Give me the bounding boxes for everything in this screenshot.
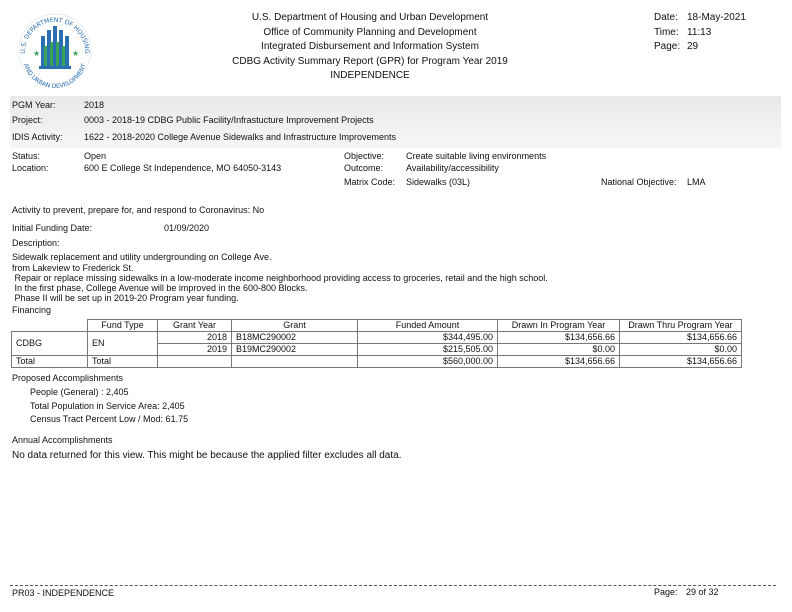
grant-year-cell: 2019 [158, 344, 232, 356]
grant-cell: B18MC290002 [232, 332, 358, 344]
description-line: In the first phase, College Avenue will be improved in the 600-800 Blocks. [12, 283, 308, 293]
fund-type-cell: EN [88, 332, 158, 356]
footer-report-id: PR03 - INDEPENDENCE [12, 588, 115, 598]
matrix-code-value: Sidewalks (03L) [406, 177, 471, 187]
column-header: Grant Year [158, 320, 232, 332]
empty-cell [158, 356, 232, 368]
time-label: Time: [654, 27, 679, 38]
column-header: Grant [232, 320, 358, 332]
status-label: Status: [12, 151, 41, 161]
header-line-office: Office of Community Planning and Development [263, 27, 477, 38]
total-funded-cell: $560,000.00 [358, 356, 498, 368]
annual-accomplishments-label: Annual Accomplishments [12, 435, 113, 445]
grantee-name: INDEPENDENCE [330, 70, 410, 81]
column-header: Fund Type [88, 320, 158, 332]
total-row [12, 356, 742, 368]
no-data-message: No data returned for this view. This might be because the applied filter excludes all data. [12, 450, 402, 461]
financing-table [11, 319, 742, 368]
page-value: 29 [687, 41, 699, 52]
header-line-system: Integrated Disbursement and Information System [261, 41, 479, 52]
footer-divider [10, 585, 776, 586]
financing-header-row [12, 320, 742, 332]
svg-text:U.S. DEPARTMENT OF HOUSING: U.S. DEPARTMENT OF HOUSING [19, 16, 91, 54]
report-title: CDBG Activity Summary Report (GPR) for Program Year 2019 [232, 56, 508, 67]
idis-activity-label: IDIS Activity: [12, 132, 63, 142]
total-fund-type-cell: Total [88, 356, 158, 368]
proposed-item: Census Tract Percent Low / Mod: 61.75 [30, 414, 189, 424]
date-value: 18-May-2021 [687, 12, 746, 23]
description-line: Repair or replace missing sidewalks in a low-moderate income neighborhood providing access to groceries, retail and the high school. [12, 273, 548, 283]
idis-activity-value: 1622 - 2018-2020 College Avenue Sidewalks and Infrastructure Improvements [84, 132, 397, 142]
program-cell: CDBG [12, 332, 88, 356]
funded-amount-cell: $215,505.00 [358, 344, 498, 356]
outcome-value: Availability/accessibility [406, 163, 499, 173]
project-value: 0003 - 2018-19 CDBG Public Facility/Infrastucture Improvement Projects [84, 115, 374, 125]
grant-year-cell: 2018 [158, 332, 232, 344]
column-header: Drawn In Program Year [498, 320, 620, 332]
svg-text:AND URBAN DEVELOPMENT: AND URBAN DEVELOPMENT [22, 62, 88, 88]
description-line: Phase II will be set up in 2019-20 Program year funding. [12, 293, 239, 303]
location-value: 600 E College St Independence, MO 64050-3143 [84, 163, 282, 173]
drawn-thru-cell: $0.00 [620, 344, 742, 356]
project-label: Project: [12, 115, 43, 125]
grant-cell: B19MC290002 [232, 344, 358, 356]
pgm-year-label: PGM Year: [12, 100, 56, 110]
coronavirus-statement: Activity to prevent, prepare for, and respond to Coronavirus: No [12, 205, 265, 215]
pgm-year-value: 2018 [84, 100, 105, 110]
proposed-item: Total Population in Service Area: 2,405 [30, 401, 185, 411]
svg-text:★: ★ [72, 49, 80, 58]
total-drawn-thru-cell: $134,656.66 [620, 356, 742, 368]
header-line-agency: U.S. Department of Housing and Urban Development [251, 12, 489, 23]
matrix-code-label: Matrix Code: [344, 177, 396, 187]
column-header: Funded Amount [358, 320, 498, 332]
description-label: Description: [12, 238, 60, 248]
empty-cell [232, 356, 358, 368]
funded-amount-cell: $344,495.00 [358, 332, 498, 344]
objective-label: Objective: [344, 151, 385, 161]
column-header: Drawn Thru Program Year [620, 320, 742, 332]
svg-text:★: ★ [33, 49, 41, 58]
footer-page-value: 29 of 32 [686, 587, 719, 597]
status-value: Open [84, 151, 107, 161]
table-row [12, 332, 742, 344]
initial-funding-value: 01/09/2020 [164, 223, 210, 233]
total-label-cell: Total [12, 356, 88, 368]
financing-label: Financing [12, 305, 52, 315]
drawn-thru-cell: $134,656.66 [620, 332, 742, 344]
national-objective-value: LMA [687, 177, 706, 187]
objective-value: Create suitable living environments [406, 151, 547, 161]
outcome-label: Outcome: [344, 163, 384, 173]
drawn-in-cell: $134,656.66 [498, 332, 620, 344]
total-drawn-in-cell: $134,656.66 [498, 356, 620, 368]
description-line: from Lakeview to Frederick St. [12, 263, 134, 273]
time-value: 11:13 [687, 27, 712, 38]
footer-page-label: Page: [654, 587, 678, 597]
proposed-accomplishments-label: Proposed Accomplishments [12, 373, 124, 383]
page-label: Page: [654, 41, 681, 52]
drawn-in-cell: $0.00 [498, 344, 620, 356]
initial-funding-label: Initial Funding Date: [12, 223, 93, 233]
description-line: Sidewalk replacement and utility undergrounding on College Ave. [12, 252, 272, 262]
date-label: Date: [654, 12, 678, 23]
national-objective-label: National Objective: [601, 177, 677, 187]
location-label: Location: [12, 163, 49, 173]
column-header [12, 320, 88, 332]
proposed-item: People (General) : 2,405 [30, 387, 129, 397]
hud-seal [13, 12, 97, 88]
